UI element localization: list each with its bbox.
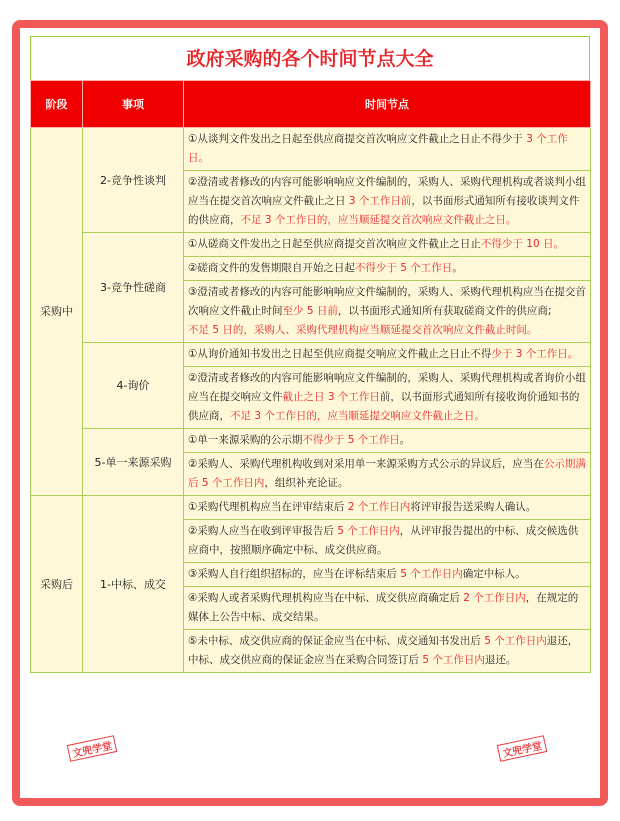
highlight-text: 5 个工作日内 [422,654,485,666]
highlight-text: 2 个工作日内 [463,592,526,604]
node-text: ③采购人自行组织招标的，应当在评标结束后 [188,568,401,580]
stage-after: 采购后 [31,496,83,673]
node-text: ②澄清或者修改的内容可能影响响应文件编制的，采购人、采购代理机构或者询价小组应当在提交响应文件 [188,372,586,403]
node-text: ①单一来源采购的公示期 [188,434,303,446]
node-text: 退还。 [484,654,517,666]
time-node [184,281,591,343]
item-award: 1-中标、成交 [83,496,184,673]
node-text: ②采购人、采购代理机构收到对采用单一来源采购方式公示的异议后，应当在 [188,458,544,470]
table-row [31,343,591,367]
highlight-text: 不足 3 个工作日的，应当顺延提交首次响应文件截止之日。 [240,214,517,226]
highlight-text: 截止之日 3 个工作日 [282,391,380,403]
highlight-text: 不得少于 5 个工作日 [302,434,400,446]
highlight-text: 不足 5 日的，采购人、采购代理机构应当顺延提交首次响应文件截止时间。 [188,324,538,336]
node-text: ③澄清或者修改的内容可能影响响应文件编制的，采购人、采购代理机构应当在提交首次响应文件截止时间 [188,286,586,317]
time-node [184,520,591,563]
highlight-text: 不得少于 10 日。 [480,238,564,250]
node-text: 前，以书面形式通知所有接收询价通知书的供应商， [188,391,580,422]
node-text: 将评审报告送采购人确认。 [410,501,537,513]
highlight-text: 少于 3 个工作日。 [491,348,579,360]
node-text: ②磋商文件的发售期限自开始之日起 [188,262,355,274]
item-consultation: 3-竞争性磋商 [83,233,184,343]
node-text: ，组织补充论证。 [264,477,349,489]
highlight-text: 不得少于 5 个工作日 [354,262,453,274]
highlight-text: 3 个工作日前 [348,195,412,207]
node-text: ⑤未中标、成交供应商的保证金应当在中标、成交通知书发出后 [188,635,485,647]
time-node [184,171,591,233]
time-node [184,367,591,429]
time-node [184,429,591,453]
time-node [184,630,591,673]
node-text: ①从磋商文件发出之日起至供应商提交首次响应文件截止之日止 [188,238,481,250]
watermark-logo: 文兜学堂 [67,735,117,762]
table-row [31,233,591,257]
item-inquiry: 4-询价 [83,343,184,429]
header-time: 时间节点 [184,81,591,128]
node-text: ①从询价通知书发出之日起至供应商提交响应文件截止之日止不得 [188,348,492,360]
highlight-text: 2 个工作日内 [347,501,411,513]
header-row [31,81,591,128]
table-row [31,128,591,171]
highlight-text: 不足 3 个工作日的，应当顺延提交响应文件截止之日。 [230,410,485,422]
highlight-text: 5 个工作日内 [337,525,400,537]
node-text: ④采购人或者采购代理机构应当在中标、成交供应商确定后 [188,592,464,604]
timeline-table [30,80,591,673]
header-item: 事项 [83,81,184,128]
node-text: ②澄清或者修改的内容可能影响响应文件编制的，采购人、采购代理机构或者谈判小组应当在提交首次响应文件截止之日 [188,176,586,207]
node-text: ，以书面形式通知所有获取磋商文件的供应商; [337,305,552,317]
highlight-text: 公示期满后 5 个工作日内 [188,458,586,489]
item-negotiation: 2-竞争性谈判 [83,128,184,233]
node-text: ，在规定的媒体上公告中标、成交结果。 [188,592,579,623]
time-node [184,453,591,496]
time-node [184,233,591,257]
time-node [184,587,591,630]
node-text: 退还，中标、成交供应商的保证金应当在采购合同签订后 [188,635,579,666]
node-text: ②采购人应当在收到评审报告后 [188,525,338,537]
stage-purchasing: 采购中 [31,128,83,496]
node-text: ①采购代理机构应当在评审结束后 [188,501,348,513]
node-text: ，以书面形式通知所有接收谈判文件的供应商， [188,195,580,226]
node-text: ，从评审报告提出的中标、成交候选供应商中，按照顺序确定中标、成交供应商。 [188,525,579,556]
table-row [31,496,591,520]
highlight-text: 至少 5 日前 [282,305,338,317]
table-row [31,429,591,453]
node-text: ①从谈判文件发出之日起至供应商提交首次响应文件截止之日止不得少于 [188,133,527,145]
item-single-source: 5-单一来源采购 [83,429,184,496]
header-stage: 阶段 [31,81,83,128]
node-text: 。 [452,262,463,274]
highlight-text: 5 个工作日内 [484,635,547,647]
time-node [184,496,591,520]
time-node [184,563,591,587]
time-node [184,128,591,171]
highlight-text: 3 个工作日。 [188,133,568,164]
node-text: 。 [399,434,411,446]
watermark-logo: 文兜学堂 [497,735,547,762]
time-node [184,343,591,367]
highlight-text: 5 个工作日内 [400,568,463,580]
page-title: 政府采购的各个时间节点大全 [30,36,590,80]
time-node [184,257,591,281]
node-text: 确定中标人。 [462,568,526,580]
sheet [20,28,600,798]
